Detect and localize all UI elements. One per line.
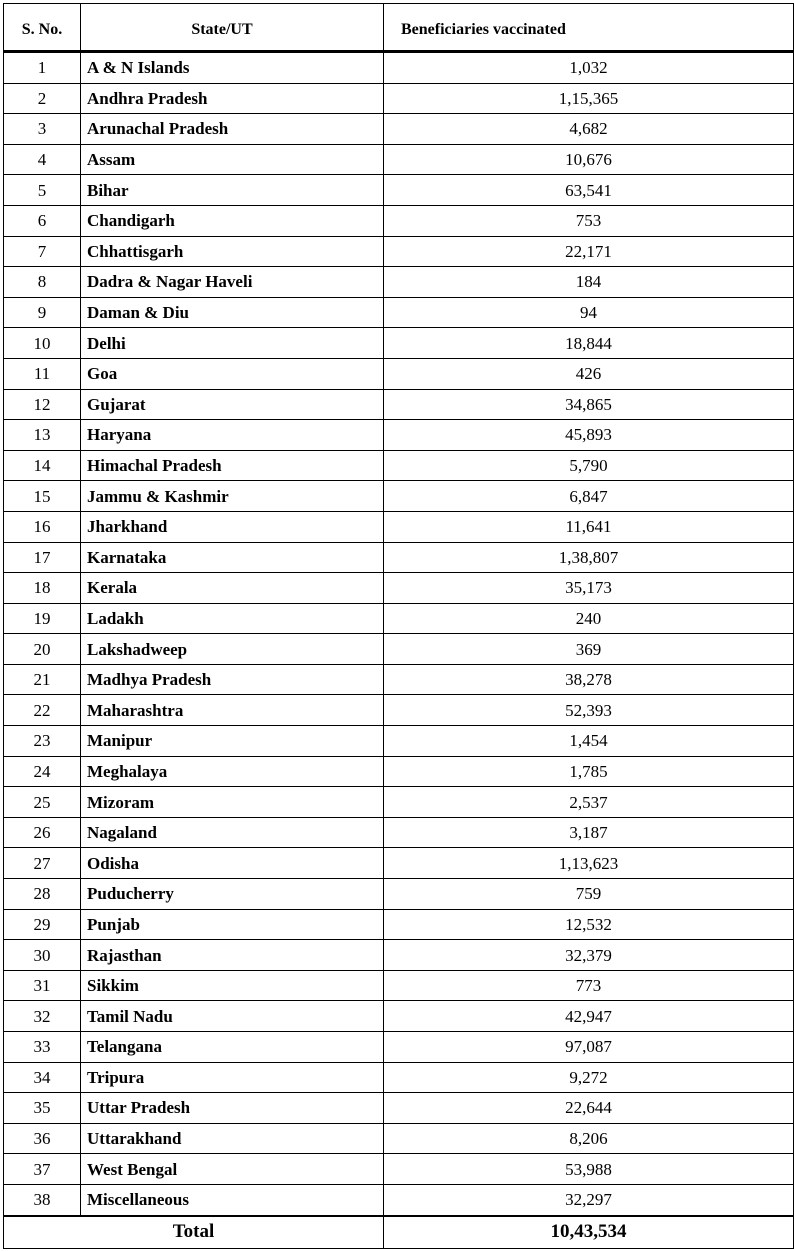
row-state: Lakshadweep: [81, 634, 384, 665]
table-row: [4, 695, 794, 726]
row-state: Goa: [81, 358, 384, 389]
table-row: [4, 83, 794, 114]
row-sno: 28: [4, 879, 81, 910]
row-sno: 24: [4, 756, 81, 787]
table-row: [4, 1001, 794, 1032]
row-sno: 7: [4, 236, 81, 267]
header-state: State/UT: [81, 4, 384, 52]
row-state: Himachal Pradesh: [81, 450, 384, 481]
row-sno: 22: [4, 695, 81, 726]
table-row: [4, 450, 794, 481]
row-state: Punjab: [81, 909, 384, 940]
table-row: [4, 236, 794, 267]
row-state: Chandigarh: [81, 205, 384, 236]
row-sno: 2: [4, 83, 81, 114]
table-row: [4, 879, 794, 910]
row-value: 6,847: [384, 481, 794, 512]
header-sno: S. No.: [4, 4, 81, 52]
row-state: Kerala: [81, 573, 384, 604]
row-sno: 25: [4, 787, 81, 818]
row-state: Rajasthan: [81, 940, 384, 971]
row-sno: 6: [4, 205, 81, 236]
row-value: 94: [384, 297, 794, 328]
row-state: Karnataka: [81, 542, 384, 573]
row-value: 1,15,365: [384, 83, 794, 114]
row-sno: 3: [4, 114, 81, 145]
row-state: Dadra & Nagar Haveli: [81, 267, 384, 298]
row-value: 32,297: [384, 1184, 794, 1215]
row-sno: 11: [4, 358, 81, 389]
row-value: 35,173: [384, 573, 794, 604]
row-sno: 37: [4, 1154, 81, 1185]
row-sno: 30: [4, 940, 81, 971]
total-row: [4, 1216, 794, 1249]
table-row: [4, 1032, 794, 1063]
row-value: 1,032: [384, 52, 794, 84]
row-sno: 35: [4, 1093, 81, 1124]
row-sno: 20: [4, 634, 81, 665]
row-value: 240: [384, 603, 794, 634]
row-sno: 19: [4, 603, 81, 634]
row-sno: 10: [4, 328, 81, 359]
table-row: [4, 970, 794, 1001]
row-state: Odisha: [81, 848, 384, 879]
row-value: 38,278: [384, 664, 794, 695]
row-state: Tamil Nadu: [81, 1001, 384, 1032]
table-row: [4, 573, 794, 604]
row-state: A & N Islands: [81, 52, 384, 84]
table-row: [4, 940, 794, 971]
row-sno: 33: [4, 1032, 81, 1063]
row-sno: 32: [4, 1001, 81, 1032]
row-state: Mizoram: [81, 787, 384, 818]
table-row: [4, 1123, 794, 1154]
row-state: Puducherry: [81, 879, 384, 910]
row-state: Delhi: [81, 328, 384, 359]
row-state: Nagaland: [81, 817, 384, 848]
row-sno: 8: [4, 267, 81, 298]
row-sno: 9: [4, 297, 81, 328]
row-sno: 4: [4, 144, 81, 175]
row-sno: 13: [4, 420, 81, 451]
table-row: [4, 328, 794, 359]
table-row: [4, 52, 794, 84]
row-value: 369: [384, 634, 794, 665]
row-value: 52,393: [384, 695, 794, 726]
table-row: [4, 664, 794, 695]
row-state: Jharkhand: [81, 511, 384, 542]
table-row: [4, 420, 794, 451]
row-sno: 26: [4, 817, 81, 848]
table-row: [4, 634, 794, 665]
table-row: [4, 1093, 794, 1124]
row-sno: 14: [4, 450, 81, 481]
row-sno: 29: [4, 909, 81, 940]
row-state: Madhya Pradesh: [81, 664, 384, 695]
row-sno: 1: [4, 52, 81, 84]
row-value: 759: [384, 879, 794, 910]
row-state: Arunachal Pradesh: [81, 114, 384, 145]
row-value: 426: [384, 358, 794, 389]
row-state: Chhattisgarh: [81, 236, 384, 267]
row-value: 9,272: [384, 1062, 794, 1093]
row-sno: 34: [4, 1062, 81, 1093]
row-state: Miscellaneous: [81, 1184, 384, 1215]
row-sno: 16: [4, 511, 81, 542]
table-row: [4, 909, 794, 940]
table-row: [4, 1062, 794, 1093]
row-value: 32,379: [384, 940, 794, 971]
row-state: Sikkim: [81, 970, 384, 1001]
row-value: 1,13,623: [384, 848, 794, 879]
row-value: 12,532: [384, 909, 794, 940]
table-row: [4, 389, 794, 420]
row-value: 18,844: [384, 328, 794, 359]
row-value: 45,893: [384, 420, 794, 451]
table-row: [4, 848, 794, 879]
total-label: Total: [4, 1216, 384, 1249]
row-state: Maharashtra: [81, 695, 384, 726]
total-value: 10,43,534: [384, 1216, 794, 1249]
row-state: Bihar: [81, 175, 384, 206]
row-state: Tripura: [81, 1062, 384, 1093]
row-sno: 27: [4, 848, 81, 879]
table-row: [4, 481, 794, 512]
row-sno: 15: [4, 481, 81, 512]
row-state: Haryana: [81, 420, 384, 451]
row-value: 34,865: [384, 389, 794, 420]
row-state: Meghalaya: [81, 756, 384, 787]
row-value: 1,454: [384, 726, 794, 757]
row-value: 63,541: [384, 175, 794, 206]
row-value: 22,171: [384, 236, 794, 267]
table-row: [4, 358, 794, 389]
row-value: 5,790: [384, 450, 794, 481]
row-sno: 31: [4, 970, 81, 1001]
row-sno: 5: [4, 175, 81, 206]
table-row: [4, 267, 794, 298]
row-state: West Bengal: [81, 1154, 384, 1185]
table-row: [4, 756, 794, 787]
row-value: 4,682: [384, 114, 794, 145]
row-sno: 38: [4, 1184, 81, 1215]
row-state: Gujarat: [81, 389, 384, 420]
row-state: Ladakh: [81, 603, 384, 634]
row-state: Telangana: [81, 1032, 384, 1063]
row-sno: 18: [4, 573, 81, 604]
table-row: [4, 144, 794, 175]
row-state: Uttar Pradesh: [81, 1093, 384, 1124]
table-row: [4, 297, 794, 328]
table-body: [4, 52, 794, 1216]
table-row: [4, 1184, 794, 1215]
row-value: 3,187: [384, 817, 794, 848]
row-value: 773: [384, 970, 794, 1001]
table-row: [4, 114, 794, 145]
row-sno: 36: [4, 1123, 81, 1154]
row-value: 2,537: [384, 787, 794, 818]
row-state: Assam: [81, 144, 384, 175]
table-row: [4, 726, 794, 757]
row-state: Daman & Diu: [81, 297, 384, 328]
row-sno: 21: [4, 664, 81, 695]
table-row: [4, 787, 794, 818]
header-row: [4, 4, 794, 52]
row-value: 11,641: [384, 511, 794, 542]
row-sno: 17: [4, 542, 81, 573]
row-state: Manipur: [81, 726, 384, 757]
row-state: Andhra Pradesh: [81, 83, 384, 114]
row-sno: 23: [4, 726, 81, 757]
table-row: [4, 603, 794, 634]
row-state: Jammu & Kashmir: [81, 481, 384, 512]
row-sno: 12: [4, 389, 81, 420]
table-row: [4, 511, 794, 542]
table-row: [4, 817, 794, 848]
row-value: 53,988: [384, 1154, 794, 1185]
table-row: [4, 542, 794, 573]
row-value: 10,676: [384, 144, 794, 175]
row-value: 22,644: [384, 1093, 794, 1124]
row-value: 1,38,807: [384, 542, 794, 573]
row-value: 97,087: [384, 1032, 794, 1063]
row-value: 1,785: [384, 756, 794, 787]
header-beneficiaries: Beneficiaries vaccinated: [384, 4, 794, 52]
vaccination-table: [3, 3, 794, 1249]
table-row: [4, 1154, 794, 1185]
row-state: Uttarakhand: [81, 1123, 384, 1154]
row-value: 42,947: [384, 1001, 794, 1032]
table-row: [4, 175, 794, 206]
row-value: 753: [384, 205, 794, 236]
row-value: 8,206: [384, 1123, 794, 1154]
table-row: [4, 205, 794, 236]
row-value: 184: [384, 267, 794, 298]
